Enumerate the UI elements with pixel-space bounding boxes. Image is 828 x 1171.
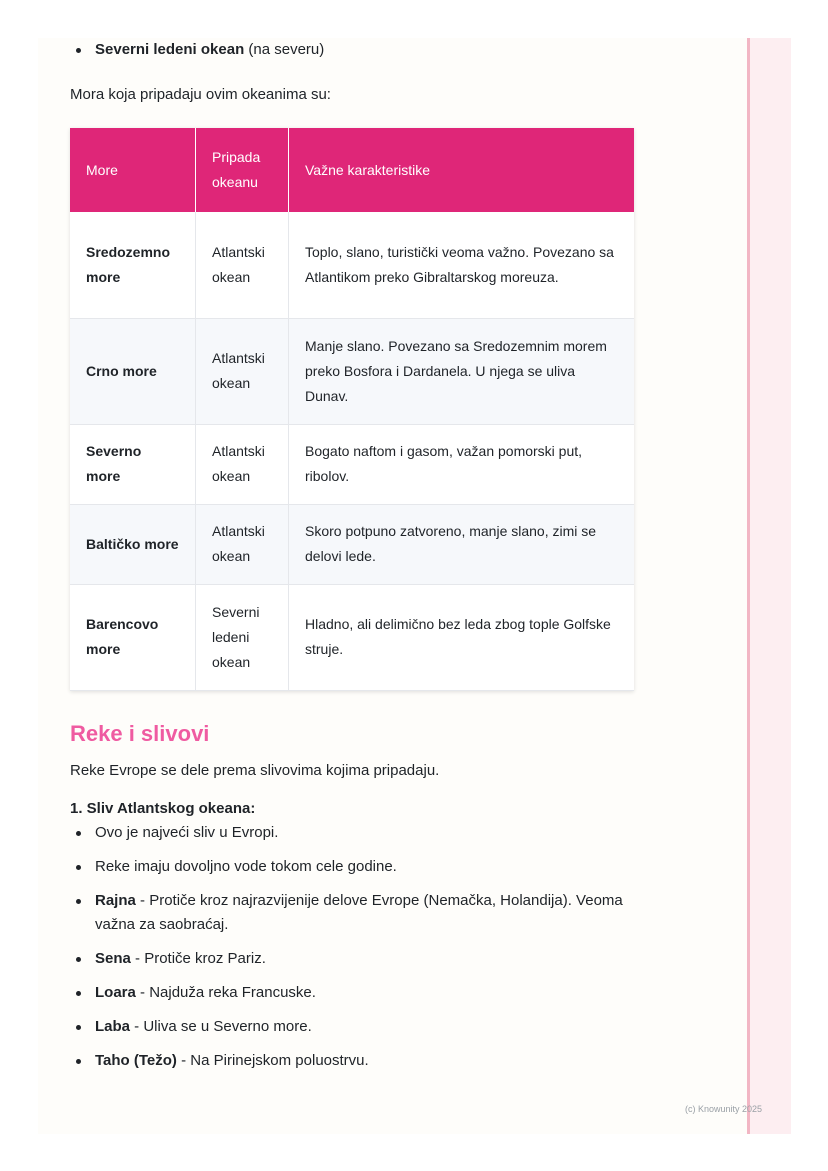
list-item [70,889,640,937]
cell-sea: Sredozemno more [70,212,196,318]
list-item-text: Reke imaju dovoljno vode tokom cele godine. [95,857,397,875]
table-row [70,318,634,424]
header-sea: More [70,128,196,212]
list-item [70,855,640,879]
table-row [70,212,634,318]
cell-sea: Barencovo more [70,584,196,690]
margin-rule [747,38,750,1134]
cell-ocean: Atlantski okean [196,318,289,424]
cell-ocean: Severni ledeni okean [196,584,289,690]
table-row [70,504,634,584]
list-item-bold: Severni ledeni okean [95,41,245,58]
subsection-title: 1. Sliv Atlantskog okeana: [70,799,256,817]
section-title: Reke i slivovi [70,720,210,746]
cell-sea: Baltičko more [70,504,196,584]
list-item [70,1015,640,1039]
cell-notes: Manje slano. Povezano sa Sredozemnim morem preko Bosfora i Dardanela. U njega se uliva Dunav. [289,318,635,424]
list-item [70,947,640,971]
cell-ocean: Atlantski okean [196,212,289,318]
list-item-bold: Sena [95,949,131,967]
page-side-margin [747,38,791,1134]
list-item-text: (na severu) [244,41,325,58]
ocean-list-tail [70,38,640,62]
list-item-bold: Rajna [95,891,136,909]
seas-intro: Mora koja pripadaju ovim okeanima su: [70,86,331,103]
section-intro: Reke Evrope se dele prema slivovima kojima pripadaju. [70,761,440,779]
copyright-notice: (c) Knowunity 2025 [685,1104,763,1114]
header-notes: Važne karakteristike [289,128,635,212]
list-item-text: - Najduža reka Francuske. [135,983,316,1001]
list-item-text: - Na Pirinejskom poluostrvu. [176,1051,369,1069]
list-item [70,821,640,845]
list-item-text: - Protiče kroz najrazvijenije delove Evrope (Nemačka, Holandija). Veoma važna za saobraćaj. [95,891,623,933]
cell-ocean: Atlantski okean [196,504,289,584]
list-item-bold: Loara [95,983,136,1001]
cell-sea: Crno more [70,318,196,424]
list-item-bold: Laba [95,1017,131,1035]
list-item-bold: Taho (Težo) [95,1051,177,1069]
list-item-text: - Protiče kroz Pariz. [130,949,266,967]
cell-ocean: Atlantski okean [196,424,289,504]
cell-notes: Hladno, ali delimično bez leda zbog tople Golfske struje. [289,584,635,690]
list-item-text: - Uliva se u Severno more. [130,1017,312,1035]
list-item [70,981,640,1005]
list-item-text: Ovo je najveći sliv u Evropi. [95,823,279,841]
list-item [70,1049,640,1073]
cell-sea: Severno more [70,424,196,504]
seas-table [70,128,634,691]
cell-notes: Skoro potpuno zatvoreno, manje slano, zimi se delovi lede. [289,504,635,584]
cell-notes: Toplo, slano, turistički veoma važno. Povezano sa Atlantikom preko Gibraltarskog moreuza. [289,212,635,318]
cell-notes: Bogato naftom i gasom, važan pomorski put, ribolov. [289,424,635,504]
table-header-row [70,128,634,212]
document-content [70,38,640,1083]
list-item [70,38,640,62]
table-row [70,584,634,690]
table-row [70,424,634,504]
rivers-list [70,821,640,1073]
header-ocean: Pripada okeanu [196,128,289,212]
